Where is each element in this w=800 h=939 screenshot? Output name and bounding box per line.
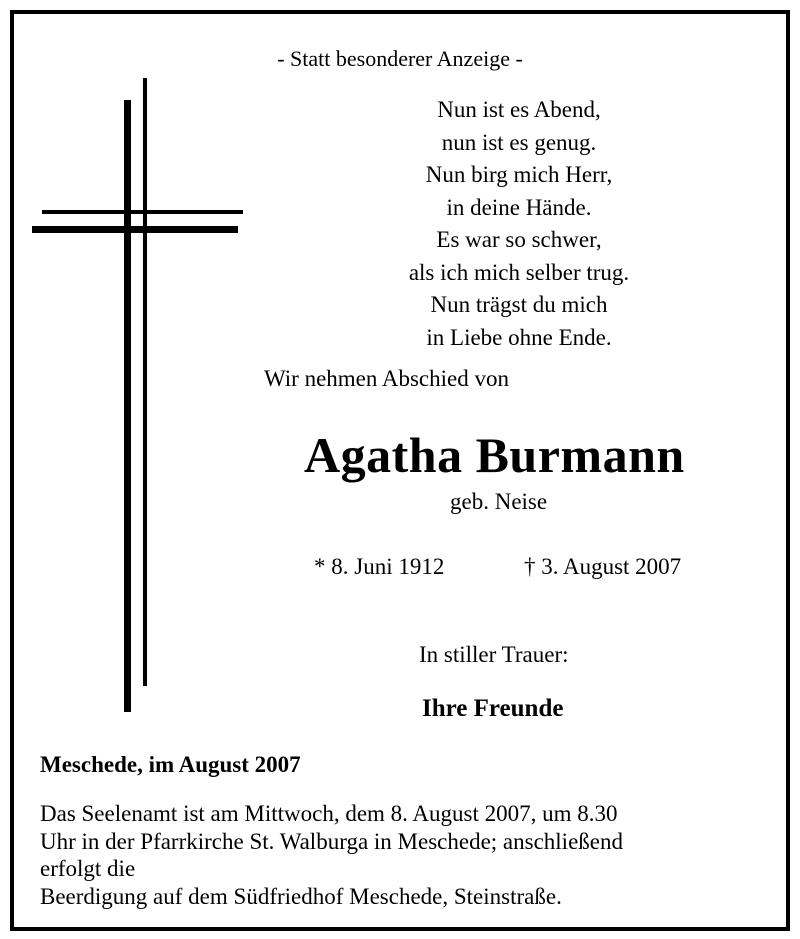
poem-line: in deine Hände.: [446, 194, 592, 220]
poem-line: nun ist es genug.: [441, 129, 597, 155]
details-line: Uhr in der Pfarrkirche St. Walburga in Meschede; anschließend: [40, 828, 623, 854]
poem-line: Nun trägst du mich: [430, 292, 608, 317]
cross-horizontal-bar-lower: [32, 226, 238, 233]
details-line: Beerdigung auf dem Südfriedhof Meschede, Steinstraße.: [40, 883, 562, 909]
birth-date: * 8. Juni 1912: [314, 554, 445, 579]
poem-line: als ich mich selber trug.: [408, 259, 630, 285]
location-date: Meschede, im August 2007: [40, 752, 301, 777]
poem-line: Nun birg mich Herr,: [425, 162, 613, 187]
notice-header: - Statt besonderer Anzeige -: [277, 46, 523, 71]
deceased-name: Agatha Burmann: [304, 427, 685, 483]
cross-vertical-bar-short: [143, 78, 147, 686]
mourners-signature: Ihre Freunde: [422, 695, 564, 722]
obituary-notice: [10, 10, 790, 931]
mourning-text: In stiller Trauer:: [419, 642, 569, 667]
details-line: erfolgt die: [40, 856, 136, 881]
poem-line: Es war so schwer,: [436, 227, 602, 252]
poem-line: Nun ist es Abend,: [437, 97, 601, 122]
poem: [354, 94, 684, 354]
details-line: Das Seelenamt ist am Mittwoch, dem 8. August 2007, um 8.30: [40, 801, 618, 826]
cross-horizontal-bar-upper: [42, 210, 243, 214]
maiden-name: geb. Neise: [450, 489, 548, 514]
service-details: [40, 800, 775, 910]
double-cross-icon: [32, 74, 252, 714]
farewell-text: Wir nehmen Abschied von: [264, 366, 509, 391]
cross-vertical-bar-long: [124, 100, 131, 712]
death-date: † 3. August 2007: [524, 554, 682, 579]
poem-line: in Liebe ohne Ende.: [426, 324, 612, 350]
